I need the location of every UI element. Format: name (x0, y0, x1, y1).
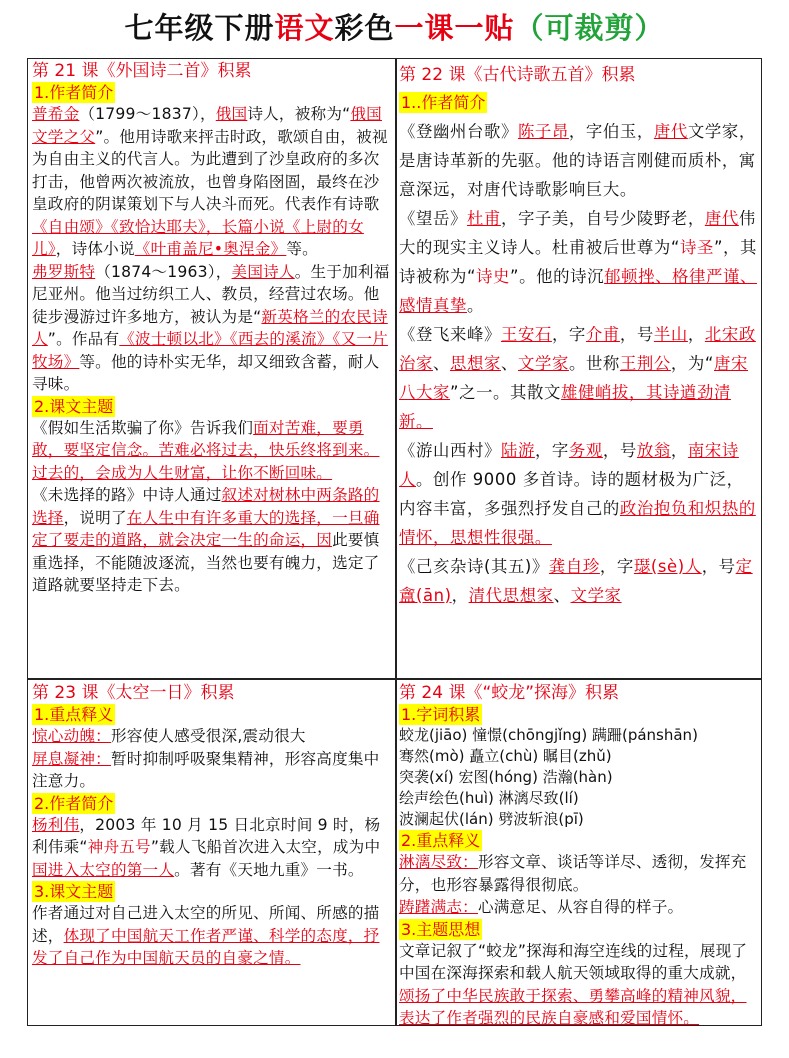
body-text: 心满意足、从容自得的样子。 (477, 898, 684, 916)
highlight-text: 放翁 (636, 441, 671, 460)
body-text: 等。 (286, 240, 318, 258)
lesson-22-wang-anshi-text (399, 320, 759, 436)
lesson-23-terms-tag: 1.重点释义 (34, 705, 114, 724)
body-text: ，号 (602, 441, 637, 460)
body-text: 此要慎重选择，不能随波逐流，当然也要有魄力，选定了道路就要坚持走下去。 (32, 531, 380, 594)
highlight-text: 踌躇满志： (399, 898, 478, 916)
body-text: 伟大的现实主义诗人。杜甫被后世尊为“ (399, 209, 756, 257)
body-text: ，字 (551, 325, 586, 344)
highlight-text: 南宋诗人 (399, 441, 739, 489)
lesson-24-words-line-4: 绘声绘色(huì) 淋漓尽致(lí) (399, 789, 579, 807)
lesson-23-heading: 第 23 课《太空一日》积累 (32, 683, 235, 703)
lesson-24-words-tag: 1.字词积累 (401, 705, 481, 724)
body-text: 。生于加利福尼亚州。他当过纺织工人、教员，经营过农场。他徒步漫游过许多地方，被认为是“ (32, 262, 390, 326)
body-text: 。世称 (568, 354, 620, 373)
body-text: 文章记叙了“蛟龙”探海和海空连线的过程，展现了中国在深海探索和载人航天领域取得的重大成就， (399, 941, 748, 982)
highlight-text: 颂扬了中华民族敢于探索、勇攀高峰的精神风貌，表达了作者强烈的民族自豪感和爱国情怀。 (399, 986, 747, 1027)
highlight-text: 俄国 (215, 105, 248, 123)
lesson-21-author-tag: 1.作者简介 (34, 83, 114, 102)
body-text: ，字子美，自号少陵野老， (500, 209, 705, 228)
page-title (0, 6, 789, 50)
body-text: ， (687, 325, 705, 344)
body-text: （1799～1837）， (79, 105, 216, 123)
lesson-23-author-text (32, 814, 392, 882)
body-text: 。著有《天地九重》一书。 (174, 860, 364, 879)
highlight-text: 新英格兰的农民诗人 (32, 307, 388, 348)
lesson-22-du-fu-text (399, 204, 759, 320)
highlight-text: 雄健峭拔，其诗遒劲清新。 (399, 383, 731, 431)
highlight-text: 清代思想家 (468, 586, 554, 605)
lesson-21-pushkin-text (32, 103, 392, 261)
lesson-23-theme-tag: 3.课文主题 (34, 882, 114, 901)
grid-divider-horizontal (27, 678, 762, 680)
body-text: 、 (432, 354, 450, 373)
body-text: ，号 (701, 557, 736, 576)
lesson-22-card (399, 64, 759, 610)
lesson-24-term-1 (399, 851, 759, 896)
body-text: ，为“ (670, 354, 714, 373)
body-text: 。创作 9000 多首诗。诗的题材极为广泛，内容丰富，多强烈抒发自己的 (399, 470, 744, 518)
title-part-sticker: 一课一贴 (394, 11, 515, 45)
highlight-text: 思想家 (449, 354, 501, 373)
lesson-24-terms-tag: 2.重点释义 (401, 831, 481, 850)
highlight-text: 唐代 (704, 209, 739, 228)
lesson-22-author-tag: 1..作者简介 (401, 93, 486, 112)
highlight-text: 文学家 (570, 586, 622, 605)
highlight-text: 杨利伟 (32, 815, 80, 834)
lesson-22-lu-you-text (399, 436, 759, 552)
lesson-24-words-line-1: 蛟龙(jiāo) 憧憬(chōngjǐng) 蹒跚(pánshān) (399, 726, 698, 744)
highlight-text: 体现了中国航天工作者严谨、科学的态度，抒发了自己作为中国航天员的自豪之情。 (32, 926, 380, 967)
body-text: 、 (500, 354, 518, 373)
body-text: 《游山西村》 (399, 441, 501, 460)
highlight-text: 王荆公 (619, 354, 671, 373)
lesson-21-theme-tag: 2.课文主题 (34, 396, 114, 416)
lesson-23-author-tag: 2.作者简介 (34, 793, 114, 813)
highlight-text: 陈子昂 (517, 122, 569, 141)
body-text: ”载人飞船首次进入太空，成为中 (150, 838, 381, 856)
highlight-text: 叙述对树林中两条路的选择 (32, 486, 380, 527)
lesson-23-term-2 (32, 748, 392, 793)
body-text: ，号 (619, 325, 654, 344)
body-text: 《登飞来峰》 (399, 325, 501, 344)
body-text: 暂时抑制呼吸聚集精神，形容高度集中注意力。 (32, 749, 380, 790)
lesson-23-card (32, 682, 392, 970)
body-text: ”之一。其散文 (449, 383, 562, 402)
highlight-text: 在人生中有许多重大的选择，一旦确定了要走的道路，就会决定一生的命运，因 (32, 508, 380, 549)
highlight-text: 半山 (653, 325, 688, 344)
highlight-text: 俄国文学之父 (32, 105, 382, 146)
highlight-text: 璱(sè)人 (633, 557, 702, 576)
body-text: ”。他的诗沉 (510, 267, 605, 286)
highlight-text: 陆游 (500, 441, 535, 460)
body-text: （1874～1963）， (95, 262, 232, 281)
title-part-color: 彩色 (334, 11, 395, 45)
lesson-23-term-1 (32, 725, 392, 748)
body-text: ”，其诗被称为“ (399, 238, 758, 286)
highlight-text: 政治抱负和炽热的情怀，思想性很强。 (399, 499, 756, 547)
highlight-text: 国进入太空的第一人 (32, 860, 175, 879)
title-part-grade: 七年级下册 (124, 11, 275, 45)
body-text: ， (451, 586, 469, 605)
highlight-text: 龚自珍 (548, 557, 600, 576)
body-text: 文学家，是唐诗革新的先驱。他的诗语言刚健而质朴，寓意深远，对唐代诗歌影响巨大。 (399, 122, 756, 199)
body-text: 形容文章、谈话等详尽、透彻，发挥充分，也形容暴露得很彻底。 (399, 853, 747, 894)
body-text: ，说明了 (63, 508, 127, 527)
lesson-22-gong-zizhen-text (399, 552, 759, 610)
lesson-24-words-line-2: 骞然(mò) 矗立(chù) 瞩目(zhǔ) (399, 747, 612, 765)
lesson-21-theme-text-2 (32, 484, 392, 597)
body-text: 《登幽州台歌》 (399, 122, 518, 141)
body-text: ”。他用诗歌来抨击时政，歌颂自由，被视为自由主义的代言人。为此遭到了沙皇政府的多次打击，他曾两次被流放，也曾身陷囹圄，最终在沙皇政府的阴谋策划下与人决斗而死。代表作有诗歌 (32, 127, 388, 213)
highlight-text: 《波士顿以北》《西去的溪流》《又一片牧场》 (32, 330, 388, 371)
lesson-24-term-2 (399, 896, 759, 919)
body-text: 《己亥杂诗(其五)》 (399, 557, 549, 576)
highlight-text: 面对苦难，要勇敢，要坚定信念。苦难必将过去，快乐终将到来。过去的，会成为人生财富，让你不断回味。 (32, 418, 380, 482)
lesson-21-card (32, 60, 392, 597)
highlight-text: 唐宋八大家 (399, 354, 748, 402)
highlight-text: 诗圣 (679, 238, 714, 257)
lesson-21-theme-text-1 (32, 417, 392, 485)
highlight-text: 《自由颂》《致恰达耶夫》，长篇小说《上尉的女儿》 (32, 217, 364, 258)
body-text: ， (670, 441, 688, 460)
body-text: 《望岳》 (399, 209, 467, 228)
lesson-21-frost-text (32, 261, 392, 396)
highlight-text: 文学家 (517, 354, 569, 373)
lesson-24-words-line-3: 突袭(xí) 宏图(hóng) 浩瀚(hàn) (399, 768, 613, 786)
lesson-23-theme-text (32, 902, 392, 970)
highlight-text: 屏息凝神： (32, 749, 111, 768)
title-part-cuttable: （可裁剪） (514, 11, 665, 45)
highlight-text: 普希金 (32, 105, 80, 123)
lesson-22-heading: 第 22 课《古代诗歌五首》积累 (399, 65, 636, 85)
lesson-24-theme-text (399, 940, 759, 1030)
lesson-24-heading: 第 24 课《“蛟龙”探海》积累 (399, 683, 620, 703)
body-text: ，2003 年 10 月 15 日北京时间 9 时，杨利伟乘“ (32, 815, 381, 856)
body-text: ”。作品有 (47, 330, 120, 348)
highlight-text: 神舟五号 (87, 838, 151, 856)
title-part-subject: 语文 (274, 11, 335, 45)
highlight-text: 定盦(ān) (399, 557, 753, 605)
body-text: 作者通过对自己进入太空的所见、所闻、所感的描述， (32, 904, 380, 945)
highlight-text: 介甫 (585, 325, 620, 344)
highlight-text: 唐代 (653, 122, 688, 141)
body-text: 诗人，被称为“ (247, 105, 351, 123)
lesson-24-words-line-5: 波澜起伏(lán) 劈波斩浪(pī) (399, 810, 584, 828)
lesson-24-card (399, 682, 759, 1030)
lesson-22-chen-ziang-text (399, 117, 759, 204)
body-text: 形容使人感受很深,震动很大 (110, 727, 306, 745)
grid-divider-vertical (395, 58, 397, 1026)
body-text: 。 (466, 296, 484, 315)
body-text: 、 (553, 586, 571, 605)
body-text: 等。他的诗朴实无华，却又细致含蓄，耐人寻味。 (32, 352, 380, 393)
body-text: ，诗体小说 (55, 240, 135, 258)
highlight-text: 《叶甫盖尼•奥涅金》 (134, 240, 287, 258)
highlight-text: 美国诗人 (231, 262, 295, 281)
body-text: ，字伯玉， (568, 122, 654, 141)
highlight-text: 务观 (568, 441, 603, 460)
highlight-text: 淋漓尽致： (399, 853, 478, 871)
highlight-text: 郁顿挫、格律严谨、感情真挚 (399, 267, 758, 315)
highlight-text: 北宋政治家 (399, 325, 756, 373)
lesson-24-theme-tag: 3.主题思想 (401, 919, 481, 939)
highlight-text: 诗史 (476, 267, 511, 286)
body-text: ，字 (534, 441, 569, 460)
body-text: 《假如生活欺骗了你》告诉我们 (32, 418, 254, 437)
lesson-21-heading: 第 21 课《外国诗二首》积累 (32, 61, 252, 81)
highlight-text: 弗罗斯特 (32, 262, 96, 281)
highlight-text: 惊心动魄： (32, 727, 111, 745)
body-text: ，字 (599, 557, 634, 576)
highlight-text: 杜甫 (466, 209, 501, 228)
body-text: 《未选择的路》中诗人通过 (32, 486, 222, 504)
highlight-text: 王安石 (500, 325, 552, 344)
